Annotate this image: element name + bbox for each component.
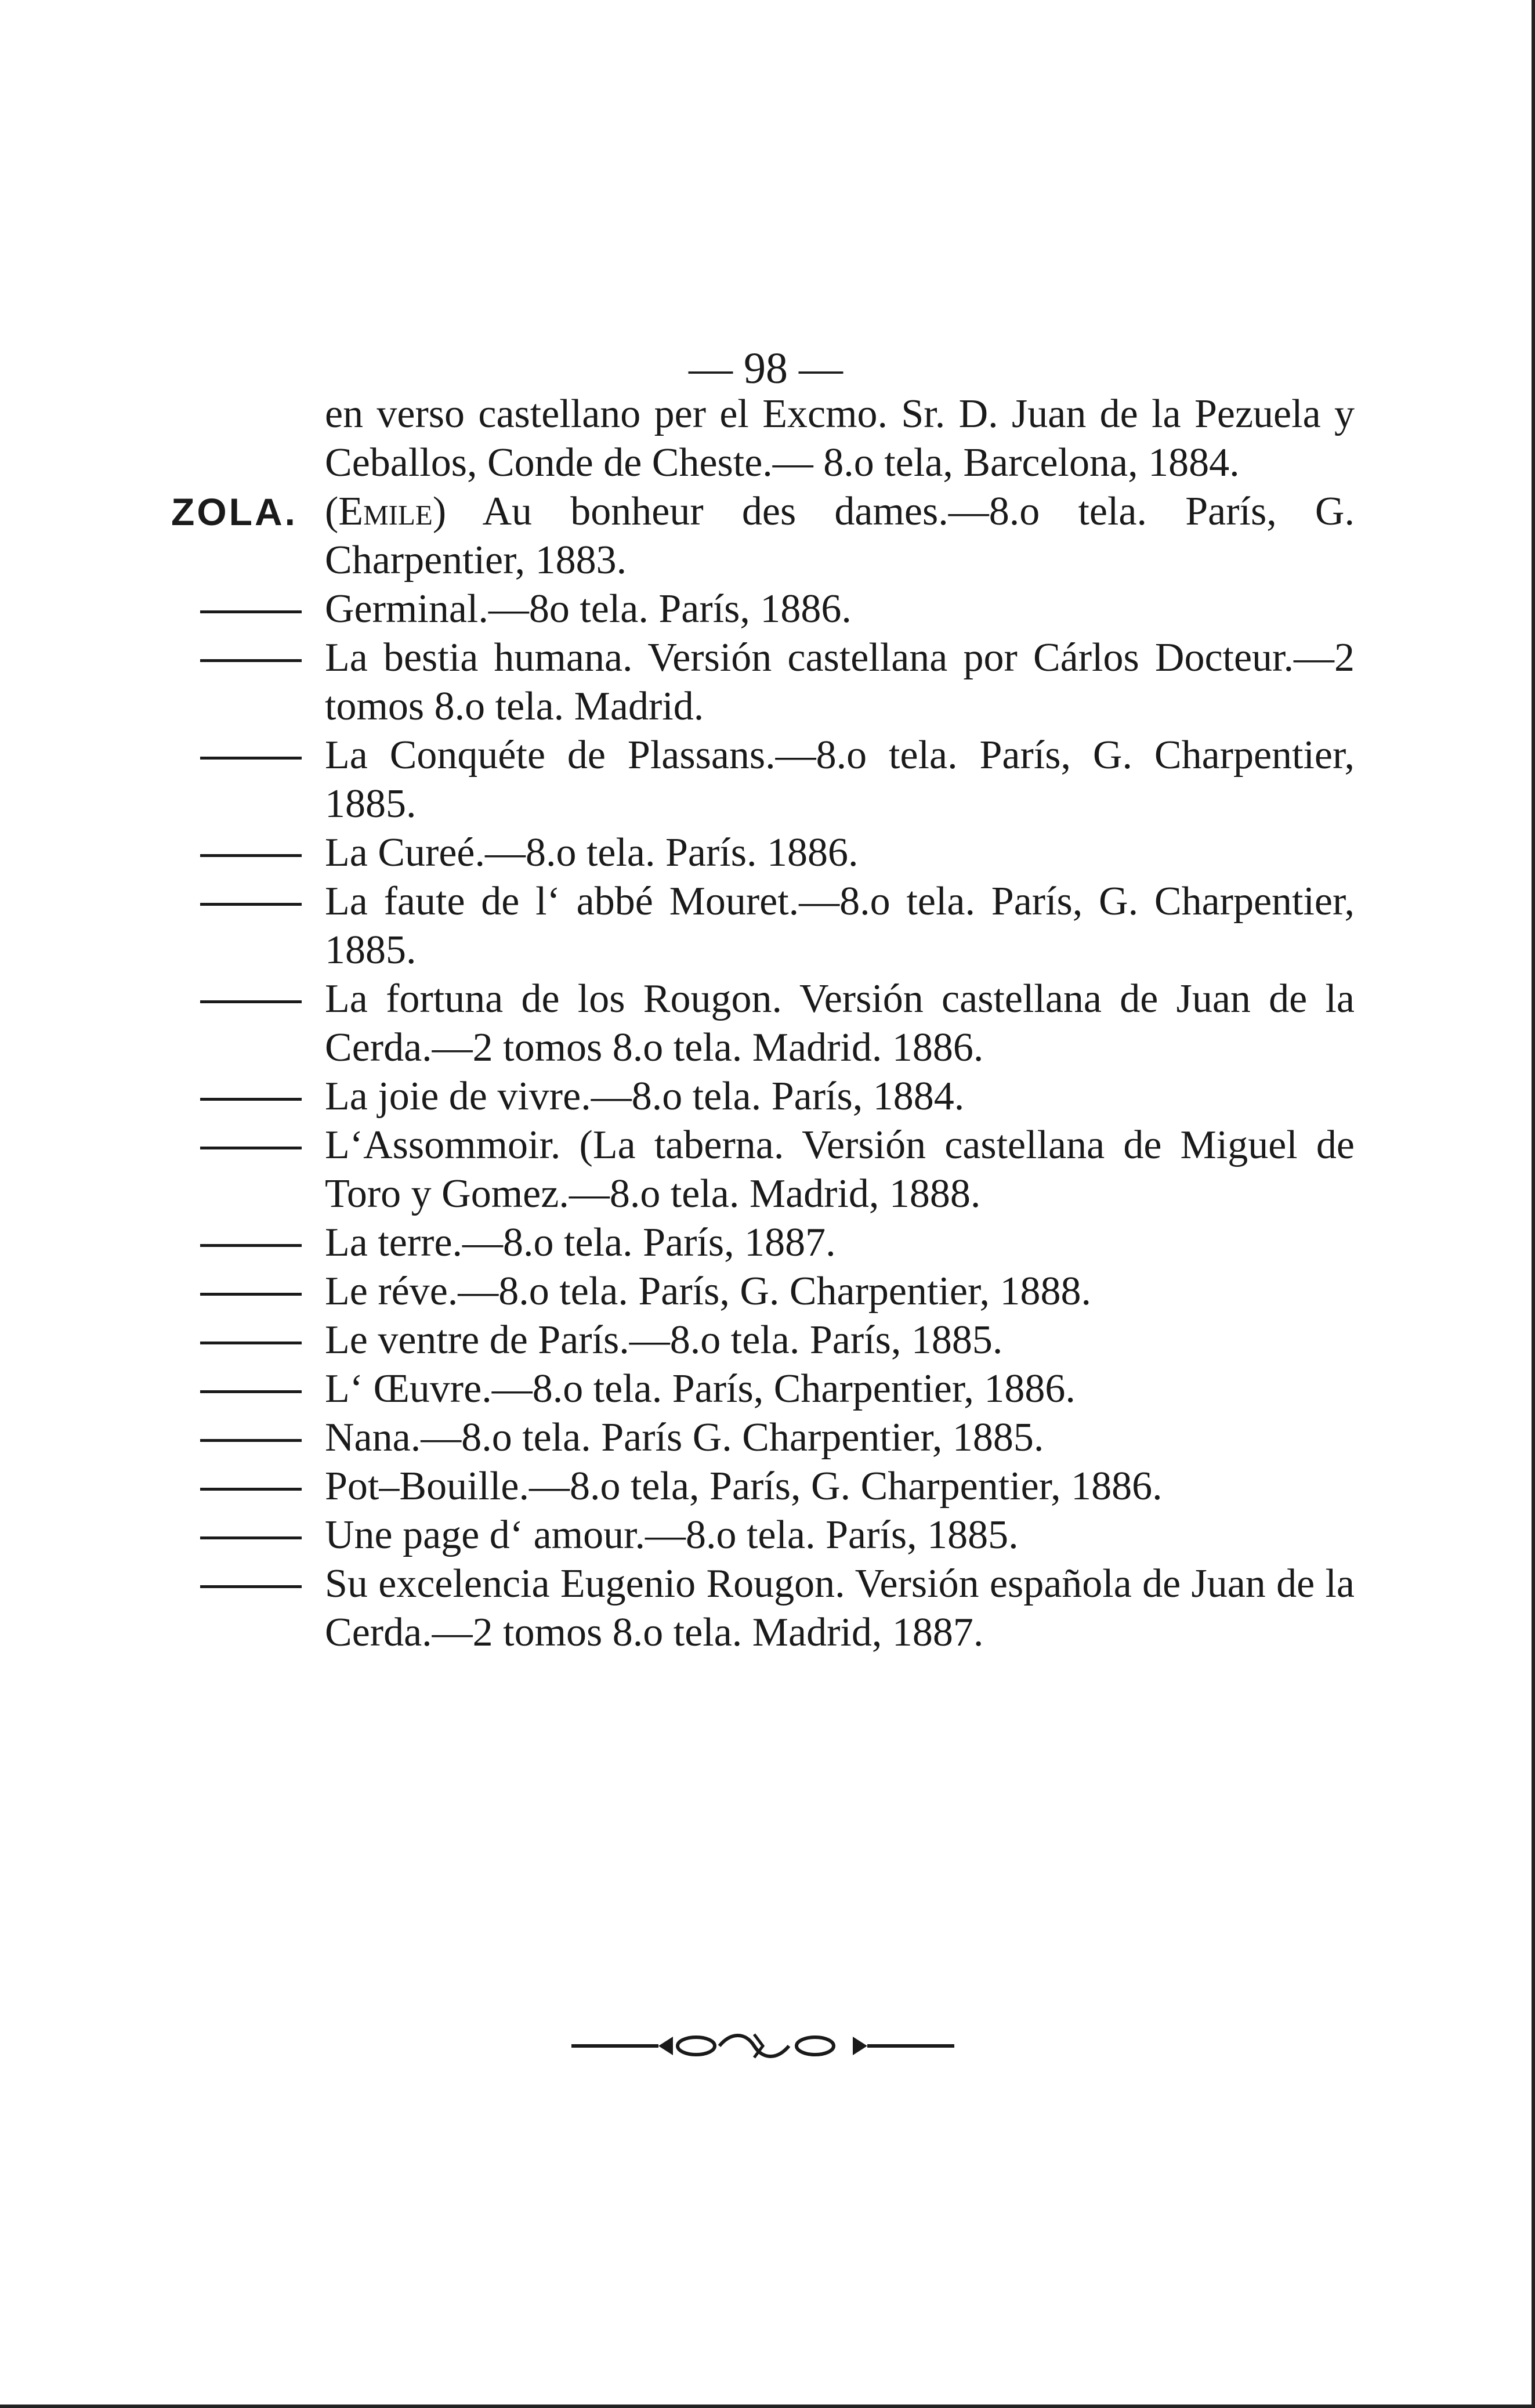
- ditto-rule: [200, 1585, 302, 1588]
- catalog-listing: [171, 390, 1355, 1657]
- ornamental-rule-icon: [571, 2029, 954, 2063]
- title-entry: [325, 731, 1355, 829]
- title-entry: [325, 1121, 1355, 1219]
- ditto-rule: [200, 1147, 302, 1149]
- page-number: — 98 —: [689, 344, 843, 393]
- title-entry: [325, 975, 1355, 1072]
- title-entry: [325, 1267, 1355, 1316]
- ditto-rule: [200, 1342, 302, 1344]
- ditto-rule: [200, 854, 302, 857]
- title-entry-text: Germinal.—8o tela. París, 1886.: [325, 587, 852, 631]
- title-entry-text: La Cureé.—8.o tela. París. 1886.: [325, 830, 859, 875]
- title-entry-text: La joie de vivre.—8.o tela. París, 1884.: [325, 1074, 965, 1119]
- title-entry: [325, 1462, 1355, 1511]
- title-entry: [325, 634, 1355, 731]
- title-entry-text: L‘ Œuvre.—8.o tela. París, Charpentier, 1886.: [325, 1366, 1076, 1411]
- ditto-rule: [200, 610, 302, 613]
- ditto-rule: [200, 1244, 302, 1247]
- title-list: [325, 585, 1355, 1657]
- title-entry: [325, 585, 1355, 634]
- ditto-rule: [200, 1439, 302, 1442]
- title-entry: [325, 829, 1355, 877]
- ditto-rule: [200, 1488, 302, 1491]
- ditto-rule: [200, 659, 302, 662]
- title-entry-text: Le réve.—8.o tela. París, G. Charpentier, 1888.: [325, 1269, 1091, 1314]
- title-entry-text: La fortuna de los Rougon. Versión castellana de Juan de la Cerda.—2 tomos 8.o tela. Madrid. 1886.: [325, 977, 1355, 1070]
- title-entry: [325, 1316, 1355, 1365]
- continued-entry: [325, 390, 1355, 487]
- title-entry: [325, 1560, 1355, 1657]
- author-name: ZOLA.: [171, 490, 298, 533]
- title-entry: [325, 1511, 1355, 1560]
- title-entry: [325, 877, 1355, 975]
- author-entry: [171, 487, 1355, 585]
- title-entry-text: La terre.—8.o tela. París, 1887.: [325, 1220, 836, 1265]
- ditto-rule: [200, 1098, 302, 1101]
- title-entry-text: La bestia humana. Versión castellana por Cárlos Docteur.—2 tomos 8.o tela. Madrid.: [325, 635, 1355, 729]
- continued-entry-text: en verso castellano per el Excmo. Sr. D. Juan de la Pezuela y Ceballos, Conde de Cheste.— 8.o tela, Barcelona, 1884.: [325, 392, 1355, 485]
- title-entry: [325, 1365, 1355, 1413]
- title-entry: [325, 1072, 1355, 1121]
- title-entry-text: L‘Assommoir. (La taberna. Versión castellana de Miguel de Toro y Gomez.—8.o tela. Madrid, 1888.: [325, 1123, 1355, 1216]
- ditto-rule: [200, 1000, 302, 1003]
- title-entry-text: Une page d‘ amour.—8.o tela. París, 1885.: [325, 1513, 1019, 1557]
- ditto-rule: [200, 1390, 302, 1393]
- ditto-rule: [200, 1536, 302, 1539]
- author-first-name: (Emile): [325, 489, 447, 534]
- title-entry: [325, 1219, 1355, 1267]
- ditto-rule: [200, 903, 302, 906]
- title-entry-text: La Conquéte de Plassans.—8.o tela. París, G. Charpentier, 1885.: [325, 733, 1355, 826]
- ditto-rule: [200, 1293, 302, 1296]
- ditto-rule: [200, 757, 302, 760]
- author-first-title: Au bonheur des dames.—8.o tela. París, G. Charpentier, 1883.: [325, 489, 1355, 583]
- title-entry: [325, 1413, 1355, 1462]
- title-entry-text: Nana.—8.o tela. París G. Charpentier, 1885.: [325, 1415, 1044, 1460]
- title-entry-text: Pot–Bouille.—8.o tela, París, G. Charpentier, 1886.: [325, 1464, 1163, 1509]
- title-entry-text: Su excelencia Eugenio Rougon. Versión española de Juan de la Cerda.—2 tomos 8.o tela. Madrid, 1887.: [325, 1561, 1355, 1655]
- title-entry-text: Le ventre de París.—8.o tela. París, 1885.: [325, 1318, 1003, 1362]
- title-entry-text: La faute de l‘ abbé Mouret.—8.o tela. París, G. Charpentier, 1885.: [325, 879, 1355, 972]
